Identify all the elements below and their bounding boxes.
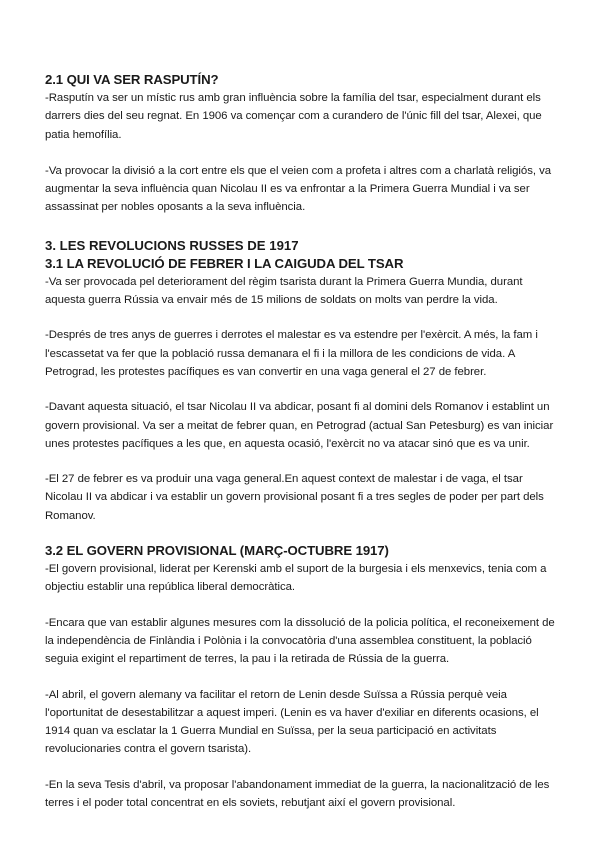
paragraph: -Va ser provocada pel deteriorament del règim tsarista durant la Primera Guerra Mundia, durant aquesta guerra Rússia va envair més de 15 milions de soldats on molts van perdre la vida. xyxy=(45,275,523,307)
paragraph: -El 27 de febrer es va produir una vaga general.En aquest context de malestar i de vaga, el tsar Nicolau II va abdicar i va establir un govern provisional posant fi a tres segles de poder per part dels Romanov. xyxy=(45,473,544,522)
section-heading-govern-provisional: 3.2 EL GOVERN PROVISIONAL (MARÇ-OCTUBRE 1917) xyxy=(45,543,389,559)
paragraph: -El govern provisional, liderat per Kerenski amb el suport de la burgesia i els menxevics, tenia com a objectiu establir una república liberal democràtica. xyxy=(45,563,547,594)
paragraph: -Al abril, el govern alemany va facilitar el retorn de Lenin desde Suïssa a Rússia perquè veia l'oportunitat de desestabilitzar a aquest imperi. (Lenin es va haver d'exiliar en diferents ocasions, el 1914 quan va esclatar la 1 Guerra Mundial en Suïssa, per la seua participació en activitats revolucionaries contra el govern tsarista). xyxy=(45,688,539,756)
paragraph: -Després de tres anys de guerres i derrotes el malestar es va estendre per l'exèrcit. A més, la fam i l'escassetat va fer que la població russa demanara el fi i la millora de les condicions de vida. A Petrograd, les protestes pacífiques es van convertir en una vaga general el 27 de febrer. xyxy=(45,329,538,378)
section-heading-rasputin: 2.1 QUI VA SER RASPUTÍN? xyxy=(45,72,219,87)
section-heading-revolucio-febrer: 3.1 LA REVOLUCIÓ DE FEBRER I LA CAIGUDA DEL TSAR xyxy=(45,255,404,271)
section-heading-revolucions: 3. LES REVOLUCIONS RUSSES DE 1917 xyxy=(45,237,299,253)
paragraph: -Encara que van establir algunes mesures com la dissolució de la policia política, el reconeixement de la independència de Finlàndia i Polònia i la convocatòria d'una assemblea constituent, la població seguia exigint el repartiment de terres, la pau i la retirada de Rússia de la guerra. xyxy=(45,616,555,666)
paragraph: -En la seva Tesis d'abril, va proposar l'abandonament immediat de la guerra, la nacionalització de les terres i el poder total concentrat en els soviets, rebutjant així el govern provisional. xyxy=(45,778,550,810)
paragraph: -Va provocar la divisió a la cort entre els que el veien com a profeta i altres com a charlatà religiós, va augmentar la seva influència quan Nicolau II es va enfrontar a la Primera Guerra Mundial i va ser assassinat per nobles oposants a la seva influència. xyxy=(45,164,551,214)
paragraph: -Rasputín va ser un místic rus amb gran influència sobre la família del tsar, especialment durant els darrers dies del seu regnat. En 1906 va començar com a curandero de l'únic fill del tsar, Alexei, que patia hemofília. xyxy=(45,92,542,141)
paragraph: -Davant aquesta situació, el tsar Nicolau II va abdicar, posant fi al domini dels Romanov i establint un govern provisional. Va ser a meitat de febrer quan, en Petrograd (actual San Petesburg) es van iniciar unes protestes pacífiques a les que, en aquesta ocasió, l'exèrcit no va atacar sinó que es va unir. xyxy=(45,401,554,450)
document-body xyxy=(45,71,557,812)
